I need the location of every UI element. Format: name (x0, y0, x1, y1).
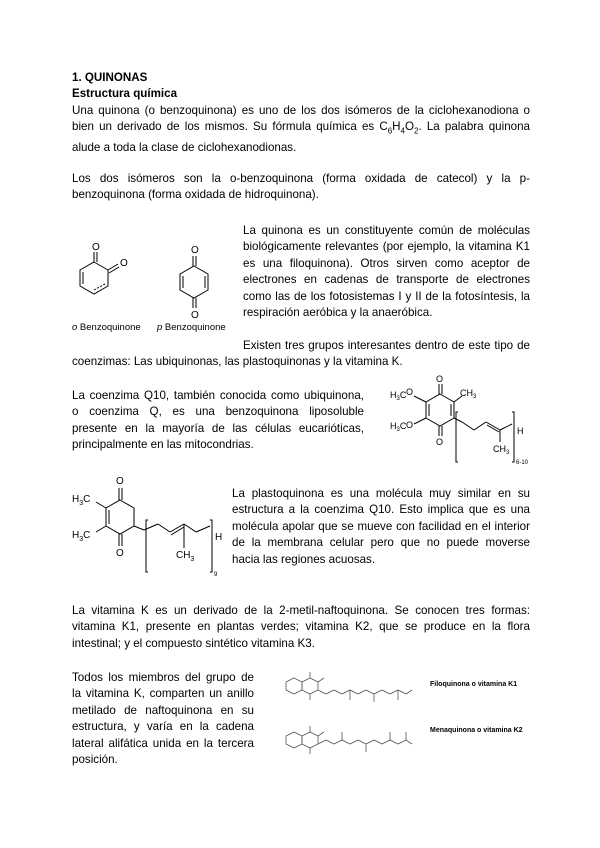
para-prefix: p (157, 322, 163, 333)
ortho-benzoquinone-structure (80, 252, 119, 294)
vitamin-k1-label: Filoquinona o vitamina K1 (430, 681, 518, 688)
ubi-h-label: H (517, 426, 524, 436)
para-benzoquinone-structure (180, 256, 208, 308)
isomers-paragraph: Los dos isómeros son la o-benzoquinona (forma oxidada de catecol) y la p-benzoquinona (forma oxidada de hidroquinona). (72, 172, 530, 202)
vitamin-k-structures-figure (282, 664, 422, 764)
ubi-o-bottom: O (436, 437, 444, 447)
ortho-benzoquinone-caption (72, 322, 141, 333)
plasto-ch3-label: $CH_3$ (176, 550, 195, 563)
formula-sub-6: 6 (387, 126, 393, 136)
vitamin-k2-structure (286, 726, 412, 754)
quinone-paragraph: La quinona es un constituyente común de moléculas biológicamente relevantes (por ejemplo, la vitamina K1 es una filoquinona). Otros sirven como aceptor de electrones en cadenas de transporte de electrones como las de los fotosistemas I y II de la fotosíntesis, la respiración aeróbica y la anaeróbica. (243, 224, 530, 320)
plasto-h3c-label-2: $H_3C$ (72, 530, 91, 543)
ubi-chain-ch3-label: $CH_3$ (493, 444, 510, 456)
coq10-paragraph: La coenzima Q10, también conocida como ubiquinona, o coenzima Q, es una benzoquinona liposoluble presente en la mayoría de las células eucarióticas, principalmente en las mitocondrias. (72, 389, 364, 452)
ortho-prefix: o (72, 322, 78, 333)
plasto-o-bottom: O (116, 548, 124, 559)
intro-text-1: Una quinona (o benzoquinona) es uno de los dos isómeros de la ciclohexanodiona o bien un derivado de los mismos. Su fórmula química es C (72, 104, 530, 134)
section-subheading: Estructura química (72, 87, 178, 100)
formula-sub-4: 4 (400, 126, 405, 136)
para-benzoquinone-caption (157, 322, 226, 333)
vitamin-k-members-paragraph: Todos los miembros del grupo de la vitamina K, comparten un anillo metilado de naftoquinona en su estructura, y varía en la cadena lateral alifática unida en la tercera posición. (72, 671, 254, 767)
plastoquinone-paragraph: La plastoquinona es una molécula muy similar en su estructura a la coenzima Q10. Esto implica que es una molécula apolar que se mueve con facilidad en el interior de la membrana celular pero que no puede moverse hacia las regiones acuosas. (232, 487, 530, 566)
ubi-o-top: O (436, 374, 444, 384)
ortho-name: Benzoquinone (77, 322, 141, 333)
vitamin-k-paragraph: La vitamina K es un derivado de la 2-metil-naftoquinona. Se conocen tres formas: vitamina K1, presente en plantas verdes; vitamina K2, que se produce en la flora intestinal; y el compuesto sintético vitamina K3. (72, 604, 530, 650)
para-o-label-2: O (191, 310, 199, 321)
plasto-h-label: H (215, 532, 223, 543)
ubi-repeat-label: 6-10 (516, 460, 529, 466)
ortho-o-label-2: O (120, 258, 128, 269)
plasto-o-top: O (116, 476, 124, 487)
benzoquinone-structures-figure (72, 240, 242, 330)
ubiquinone-structure (370, 374, 540, 464)
groups-paragraph: Existen tres grupos interesantes dentro de este tipo de coenzimas: Las ubiquinonas, las plastoquinonas y la vitamina K. (72, 339, 530, 369)
ortho-o-label-1: O (92, 242, 100, 253)
intro-text-2: . La palabra quinona alude a toda la clase de ciclohexanodionas. (72, 120, 530, 155)
intro-paragraph (72, 103, 530, 157)
para-name: Benzoquinone (162, 322, 226, 333)
formula-sub-2: 2 (414, 126, 419, 136)
ubi-h3c-label-2: $H_3C$ (390, 421, 407, 433)
plasto-h3c-label-1: $H_3C$ (72, 494, 91, 507)
ubi-h3c-label-1: $H_3C$ (390, 390, 407, 402)
ubi-o-methoxy-1: O (406, 387, 414, 397)
vitamin-k2-label: Menaquinona o vitamina K2 (430, 727, 523, 734)
section-heading: 1. QUINONAS (72, 71, 148, 84)
ubi-ch3-label: $CH_3$ (460, 388, 477, 400)
plastoquinone-structure (72, 472, 232, 582)
ubi-o-methoxy-2: O (406, 420, 414, 430)
formula-h: H (392, 120, 401, 134)
formula-o: O (405, 120, 415, 134)
vitamin-k1-structure (286, 672, 412, 702)
plasto-repeat-label: 9 (214, 572, 218, 578)
para-o-label-1: O (191, 245, 199, 256)
